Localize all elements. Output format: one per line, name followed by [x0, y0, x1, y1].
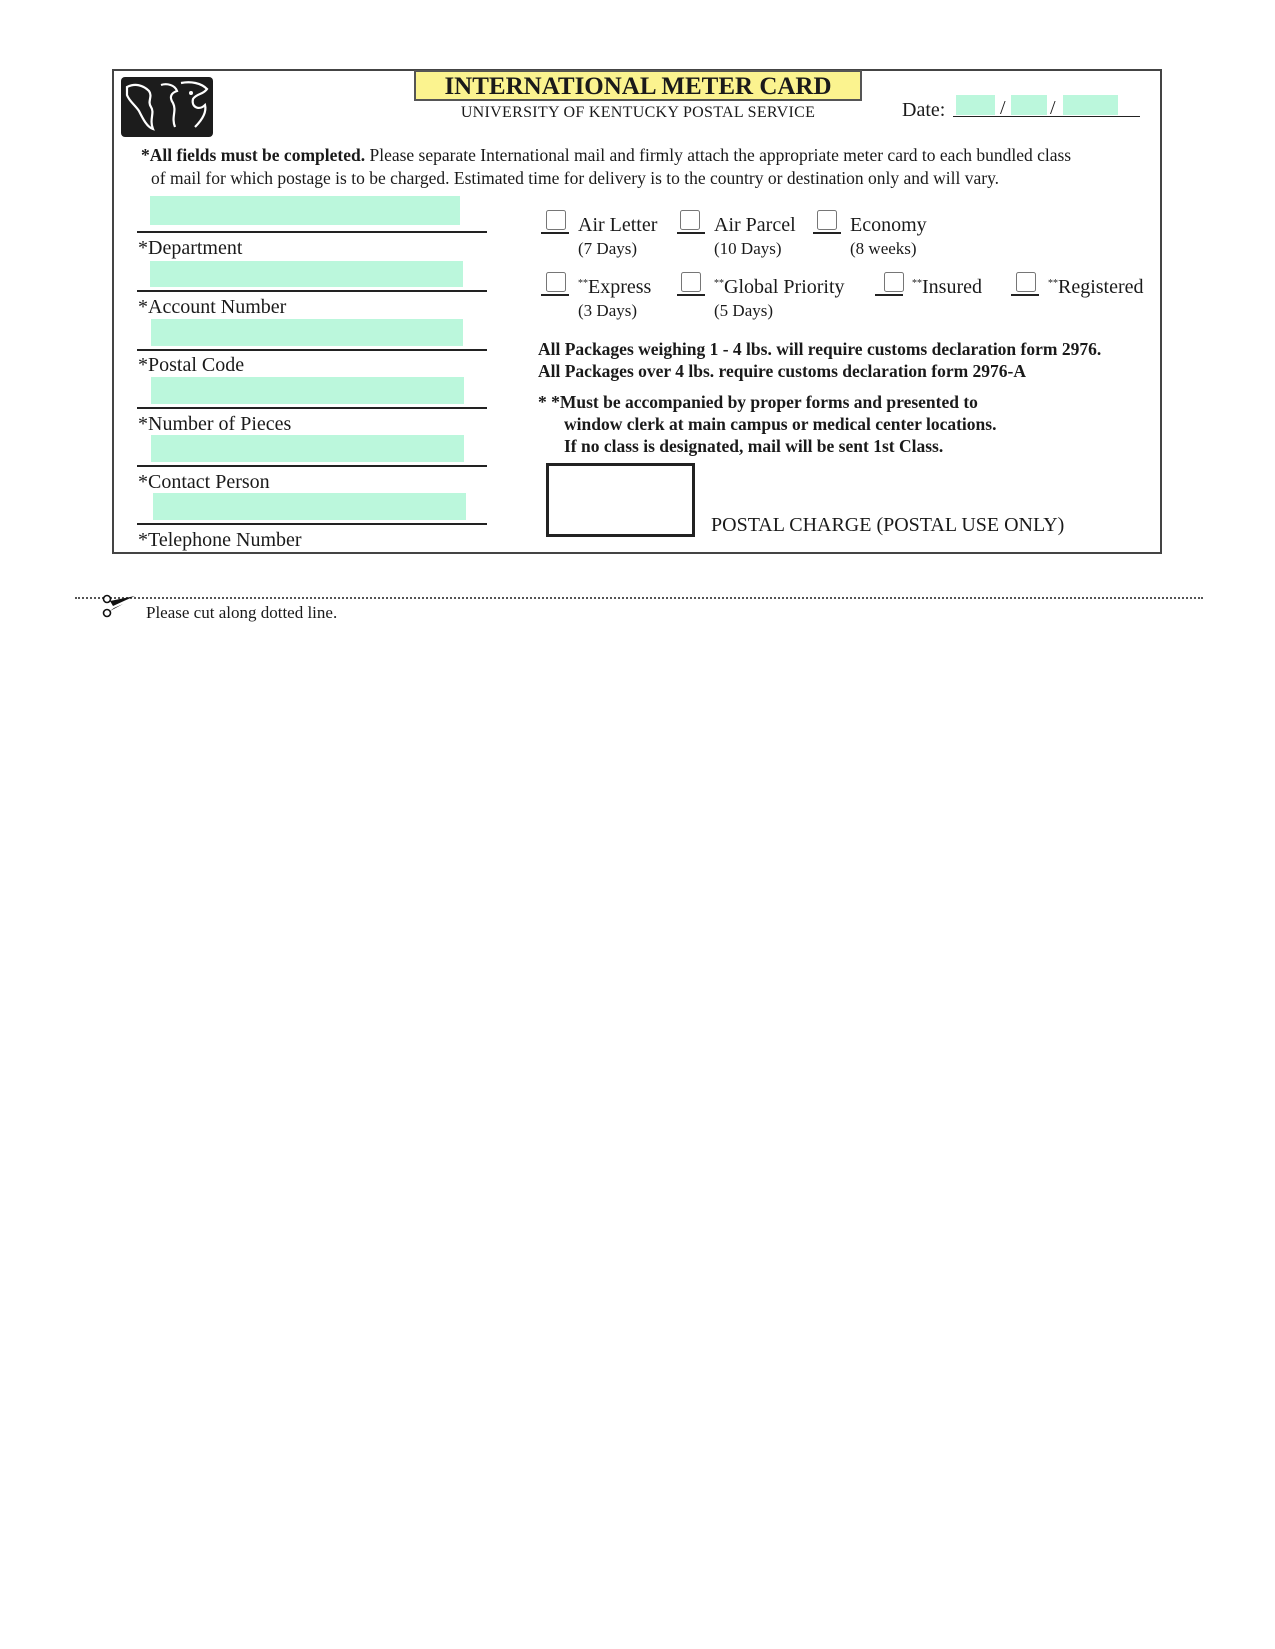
globe-logo-icon [121, 77, 213, 137]
postal-charge-box [546, 463, 695, 537]
insured-mark: ** [912, 278, 922, 289]
air-letter-label: Air Letter [578, 214, 658, 236]
insured-checkbox[interactable] [884, 272, 904, 292]
air-letter-underline [541, 232, 569, 234]
global-priority-days: (5 Days) [714, 301, 774, 320]
dotted-cut-line [75, 597, 1203, 599]
air-parcel-checkbox[interactable] [680, 210, 700, 230]
number-of-pieces-label: *Number of Pieces [138, 413, 292, 435]
postal-code-input[interactable] [151, 319, 463, 346]
global-priority-underline [677, 294, 705, 296]
instructions-bold: *All fields must be completed. [141, 145, 366, 165]
postal-code-underline [137, 349, 487, 351]
date-separator: / [1000, 97, 1006, 119]
registered-checkbox[interactable] [1016, 272, 1036, 292]
registered-label [1048, 276, 1144, 299]
express-checkbox[interactable] [546, 272, 566, 292]
insured-underline [875, 294, 903, 296]
customs-note-1: All Packages weighing 1 - 4 lbs. will require customs declaration form 2976. [538, 339, 1102, 359]
date-underline [953, 116, 1140, 117]
card-subtitle: UNIVERSITY OF KENTUCKY POSTAL SERVICE [460, 104, 816, 121]
forms-note-3: If no class is designated, mail will be sent 1st Class. [564, 436, 944, 456]
economy-days: (8 weeks) [850, 239, 917, 258]
registered-name: Registered [1058, 276, 1144, 298]
economy-checkbox[interactable] [817, 210, 837, 230]
contact-person-input[interactable] [151, 435, 464, 462]
telephone-number-label: *Telephone Number [138, 529, 302, 551]
global-priority-checkbox[interactable] [681, 272, 701, 292]
account-number-underline [137, 290, 487, 292]
telephone-number-underline [137, 523, 487, 525]
forms-note-1: * *Must be accompanied by proper forms and presented to [538, 392, 978, 412]
number-of-pieces-input[interactable] [151, 377, 464, 404]
instructions-text-line2: of mail for which postage is to be charged. Estimated time for delivery is to the country or destination only and will vary. [151, 168, 1000, 188]
instructions-text: Please separate International mail and firmly attach the appropriate meter card to each bundled class [365, 145, 1072, 165]
customs-note-2: All Packages over 4 lbs. require customs declaration form 2976-A [538, 361, 1027, 381]
date-label: Date: [902, 99, 946, 121]
air-parcel-underline [677, 232, 705, 234]
contact-person-underline [137, 465, 487, 467]
air-parcel-days: (10 Days) [714, 239, 782, 258]
forms-note-2: window clerk at main campus or medical center locations. [564, 414, 997, 434]
registered-underline [1011, 294, 1039, 296]
account-number-input[interactable] [150, 261, 463, 287]
global-priority-label [714, 276, 845, 299]
telephone-number-input[interactable] [153, 493, 466, 520]
department-label: *Department [138, 237, 243, 259]
air-letter-days: (7 Days) [578, 239, 638, 258]
registered-mark: ** [1048, 278, 1058, 289]
account-number-label: *Account Number [138, 296, 287, 318]
insured-name: Insured [922, 276, 982, 298]
date-separator: / [1050, 97, 1056, 119]
card-title: INTERNATIONAL METER CARD [414, 70, 862, 101]
date-month-field[interactable] [956, 95, 995, 115]
air-letter-checkbox[interactable] [546, 210, 566, 230]
date-day-field[interactable] [1011, 95, 1047, 115]
insured-label [912, 276, 982, 299]
postal-charge-label: POSTAL CHARGE (POSTAL USE ONLY) [711, 514, 1065, 536]
express-days: (3 Days) [578, 301, 638, 320]
global-priority-name: Global Priority [724, 276, 845, 298]
instructions [141, 144, 1151, 190]
postal-code-label: *Postal Code [138, 354, 245, 376]
economy-underline [813, 232, 841, 234]
contact-person-label: *Contact Person [138, 471, 270, 493]
scissors-icon [101, 592, 137, 620]
express-underline [541, 294, 569, 296]
department-underline [137, 231, 487, 233]
express-mark: ** [578, 278, 588, 289]
express-name: Express [588, 276, 652, 298]
economy-label: Economy [850, 214, 927, 236]
express-label [578, 276, 651, 299]
number-of-pieces-underline [137, 407, 487, 409]
global-priority-mark: ** [714, 278, 724, 289]
department-input[interactable] [150, 196, 460, 225]
date-year-field[interactable] [1063, 95, 1118, 115]
cut-instruction: Please cut along dotted line. [146, 603, 338, 622]
air-parcel-label: Air Parcel [714, 214, 796, 236]
